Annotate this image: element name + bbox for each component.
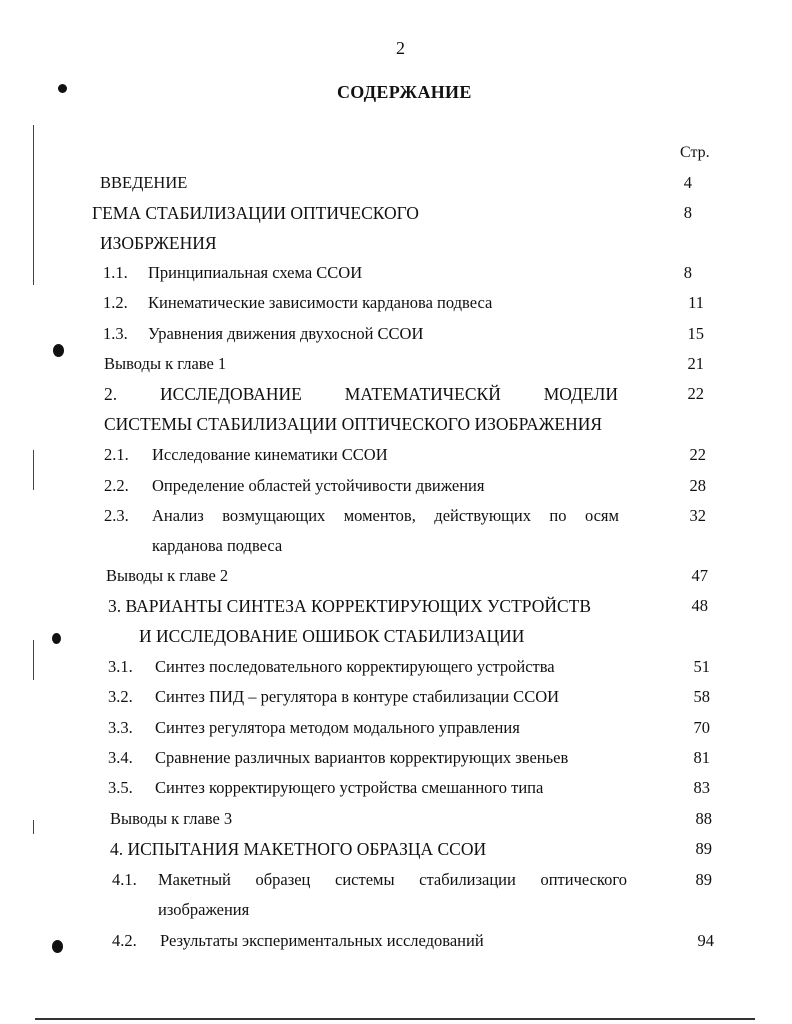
toc-section-title <box>158 870 627 890</box>
toc-page: 58 <box>693 687 710 706</box>
toc-chapter-2-title <box>104 384 618 404</box>
toc-section-number: 4.2. <box>112 931 137 950</box>
toc-entry-intro: ВВЕДЕНИЕ <box>100 173 188 192</box>
toc-section-title: Принципиальная схема ССОИ <box>148 263 363 282</box>
toc-section-number: 3.4. <box>108 748 133 767</box>
toc-section-title <box>152 506 619 526</box>
toc-chapter-2-title-cont: СИСТЕМЫ СТАБИЛИЗАЦИИ ОПТИЧЕСКОГО ИЗОБРАЖЕНИЯ <box>104 414 603 434</box>
toc-section-title: Синтез регулятора методом модального управления <box>155 718 520 737</box>
toc-section-number: 2.2. <box>104 476 129 495</box>
title-word: моментов, <box>343 506 416 525</box>
toc-chapter-1-title-cont: ИЗОБРЖЕНИЯ <box>100 233 217 253</box>
toc-page: 15 <box>687 324 704 343</box>
title-word: образец <box>255 870 311 889</box>
toc-section-title-cont: изображения <box>158 900 250 919</box>
toc-section-number: 3.5. <box>108 778 133 797</box>
toc-chapter-3-title-cont: И ИССЛЕДОВАНИЕ ОШИБОК СТАБИЛИЗАЦИИ <box>139 626 525 646</box>
toc-section-number: 1.3. <box>103 324 128 343</box>
page-number: 2 <box>396 38 405 58</box>
scan-speck <box>52 633 61 644</box>
toc-page: 48 <box>691 596 708 615</box>
toc-page: 8 <box>683 263 692 282</box>
toc-page: 11 <box>688 293 704 312</box>
scan-speck <box>52 940 63 953</box>
toc-conclusions-2: Выводы к главе 2 <box>106 566 229 585</box>
title-word: по <box>549 506 567 525</box>
toc-page: 21 <box>687 354 704 373</box>
scan-speck <box>58 84 67 93</box>
toc-section-title: Исследование кинематики ССОИ <box>152 445 388 464</box>
toc-section-title: Сравнение различных вариантов корректирующих звеньев <box>155 748 569 767</box>
toc-chapter-3-title: 3. ВАРИАНТЫ СИНТЕЗА КОРРЕКТИРУЮЩИХ УСТРОЙСТВ <box>108 596 592 616</box>
title-word: оптического <box>540 870 627 889</box>
title-word: Анализ <box>152 506 204 525</box>
scan-bottom-line <box>35 1018 755 1020</box>
toc-section-number: 3.1. <box>108 657 133 676</box>
title-word: возмущающих <box>222 506 326 525</box>
title-word: МОДЕЛИ <box>543 384 618 404</box>
title-word: ИССЛЕДОВАНИЕ <box>160 384 302 404</box>
toc-section-number: 4.1. <box>112 870 137 889</box>
toc-page: 22 <box>689 445 706 464</box>
toc-section-title: Синтез корректирующего устройства смешанного типа <box>155 778 544 797</box>
toc-page: 51 <box>693 657 710 676</box>
toc-page: 8 <box>683 203 692 222</box>
page-title: СОДЕРЖАНИЕ <box>337 82 472 102</box>
scan-edge-line <box>33 640 34 680</box>
toc-section-number: 2.1. <box>104 445 129 464</box>
toc-page: 89 <box>695 839 712 858</box>
toc-section-number: 3.3. <box>108 718 133 737</box>
toc-section-number: 1.2. <box>103 293 128 312</box>
title-word: осям <box>584 506 619 525</box>
toc-chapter-4-title: 4. ИСПЫТАНИЯ МАКЕТНОГО ОБРАЗЦА ССОИ <box>110 839 487 859</box>
scan-edge-line <box>33 125 34 285</box>
toc-page: 89 <box>695 870 712 889</box>
toc-section-number: 3.2. <box>108 687 133 706</box>
toc-page: 88 <box>695 809 712 828</box>
scan-speck <box>53 344 64 357</box>
scan-edge-line <box>33 450 34 490</box>
toc-section-number: 2.3. <box>104 506 129 525</box>
toc-section-title: Результаты экспериментальных исследований <box>160 931 484 950</box>
scan-edge-line <box>33 820 34 834</box>
toc-page: 83 <box>693 778 710 797</box>
title-word: действующих <box>434 506 531 525</box>
toc-section-title: Синтез последовательного корректирующего устройства <box>155 657 555 676</box>
title-word: стабилизации <box>419 870 516 889</box>
toc-page: 70 <box>693 718 710 737</box>
chapter-number: 2. <box>104 384 118 404</box>
toc-page: 28 <box>689 476 706 495</box>
page-column-label: Стр. <box>680 144 710 161</box>
toc-section-title: Определение областей устойчивости движения <box>152 476 485 495</box>
toc-conclusions-1: Выводы к главе 1 <box>104 354 227 373</box>
toc-section-title-cont: карданова подвеса <box>152 536 283 555</box>
toc-page: 81 <box>693 748 710 767</box>
toc-chapter-1-title: ГЕМА СТАБИЛИЗАЦИИ ОПТИЧЕСКОГО <box>92 203 419 223</box>
toc-page: 94 <box>697 931 714 950</box>
toc-section-title: Синтез ПИД – регулятора в контуре стабилизации ССОИ <box>155 687 560 706</box>
toc-page: 4 <box>683 173 692 192</box>
toc-section-title: Уравнения движения двухосной ССОИ <box>148 324 424 343</box>
title-word: МАТЕМАТИЧЕСКЙ <box>344 384 501 404</box>
toc-page: 32 <box>689 506 706 525</box>
toc-page: 47 <box>691 566 708 585</box>
toc-page: 22 <box>687 384 704 403</box>
title-word: системы <box>335 870 395 889</box>
toc-conclusions-3: Выводы к главе 3 <box>110 809 233 828</box>
title-word: Макетный <box>158 870 231 889</box>
toc-section-title: Кинематические зависимости карданова подвеса <box>148 293 493 312</box>
toc-section-number: 1.1. <box>103 263 128 282</box>
